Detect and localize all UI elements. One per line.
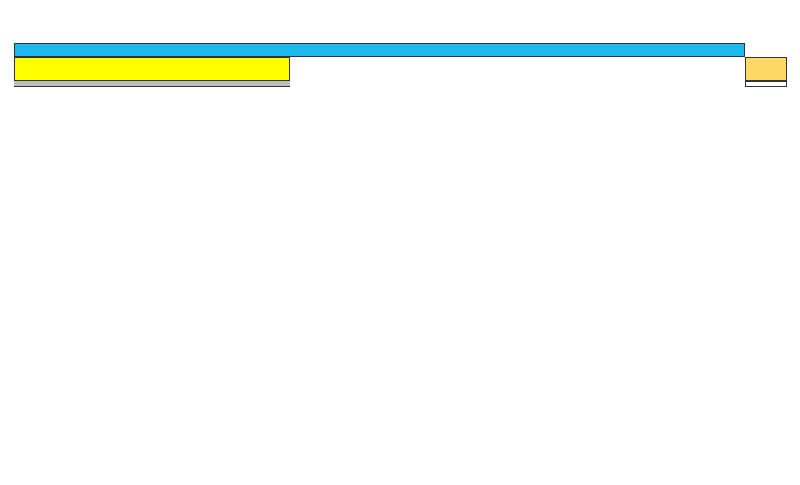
sheet-title (14, 43, 745, 57)
workflow-header (14, 57, 290, 81)
status-column-header (745, 81, 787, 87)
responsible-column-header (166, 81, 290, 87)
activity-column-header (24, 81, 166, 87)
activity-status-header (745, 57, 787, 81)
num-column-header (14, 81, 24, 87)
